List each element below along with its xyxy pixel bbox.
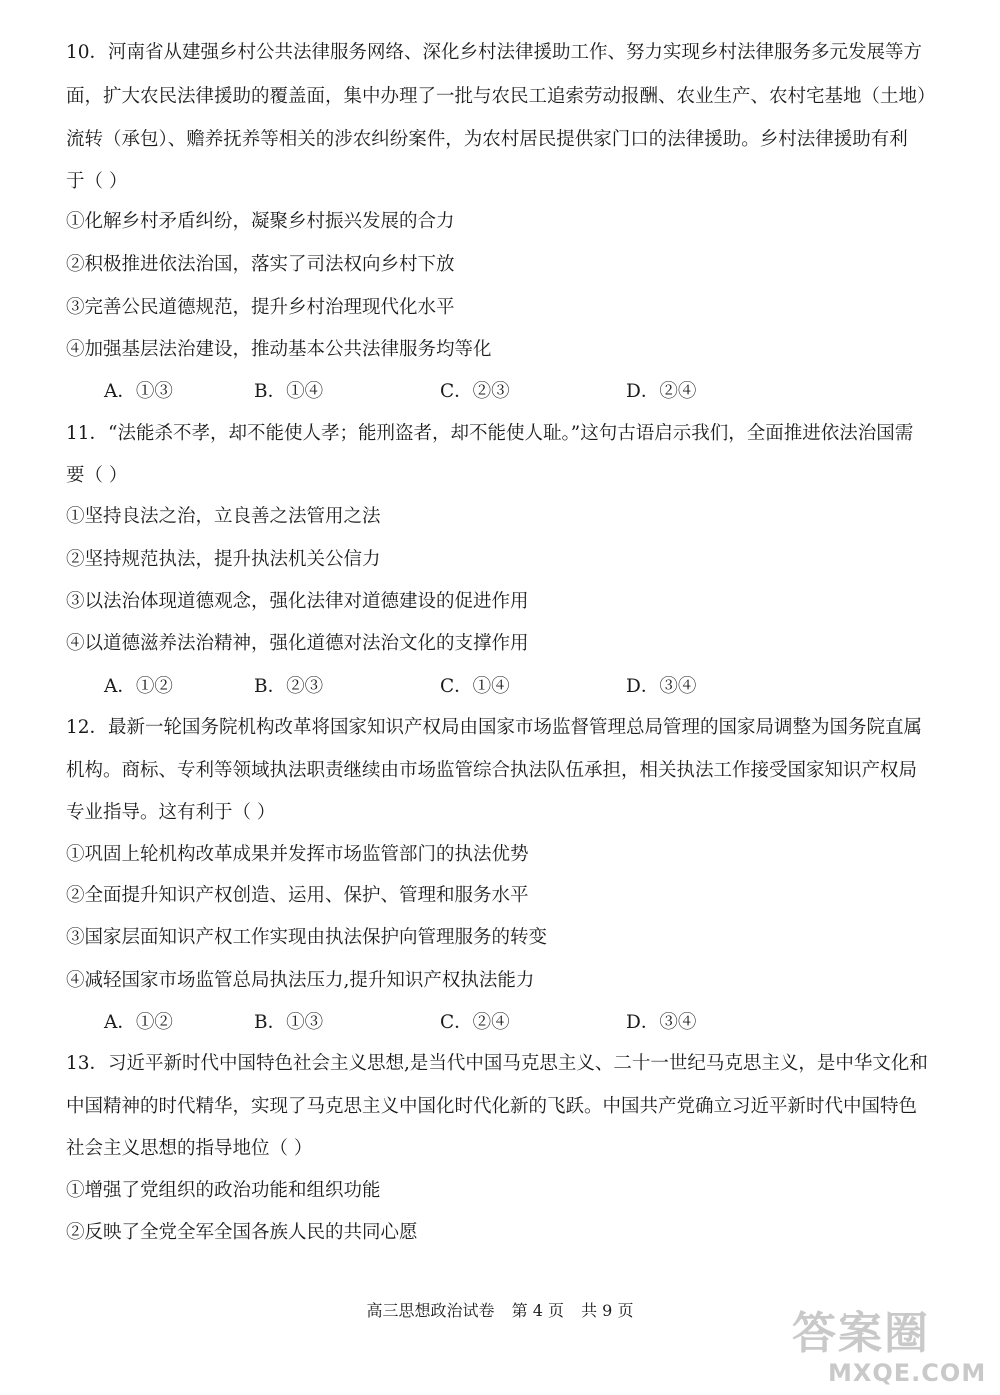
q10-item-2: ②积极推进依法治国，落实了司法权向乡村下放 bbox=[66, 254, 455, 275]
q13-item-2: ②反映了全党全军全国各族人民的共同心愿 bbox=[66, 1222, 418, 1243]
watermark-text: 答案圈 bbox=[792, 1308, 930, 1359]
q10-stem-line-4: 于（ ） bbox=[66, 171, 128, 192]
q10-stem-line-1: 10．河南省从建强乡村公共法律服务网络、深化乡村法律援助工作、努力实现乡村法律服务多元发展等方 bbox=[66, 42, 923, 63]
watermark-url: MXQE.COM bbox=[828, 1359, 987, 1387]
q10-item-3: ③完善公民道德规范，提升乡村治理现代化水平 bbox=[66, 297, 455, 318]
q12-item-1: ①巩固上轮机构改革成果并发挥市场监管部门的执法优势 bbox=[66, 844, 529, 865]
q10-stem-line-2: 面，扩大农民法律援助的覆盖面，集中办理了一批与农民工追索劳动报酬、农业生产、农村宅基地（土地） bbox=[66, 86, 936, 107]
q10-item-1: ①化解乡村矛盾纠纷，凝聚乡村振兴发展的合力 bbox=[66, 211, 455, 232]
q10-option-a[interactable]: A．①③ bbox=[104, 381, 173, 402]
q12-item-4: ④减轻国家市场监管总局执法压力,提升知识产权执法能力 bbox=[66, 970, 535, 991]
q10-option-c[interactable]: C．②③ bbox=[440, 381, 510, 402]
q12-options bbox=[104, 1011, 924, 1035]
q13-stem-line-1: 13．习近平新时代中国特色社会主义思想,是当代中国马克思主义、二十一世纪马克思主义，是中华文化和 bbox=[66, 1053, 928, 1074]
q12-option-c[interactable]: C．②④ bbox=[440, 1012, 510, 1033]
q12-option-b[interactable]: B．①③ bbox=[254, 1012, 324, 1033]
q12-item-2: ②全面提升知识产权创造、运用、保护、管理和服务水平 bbox=[66, 885, 529, 906]
q12-stem-line-3: 专业指导。这有利于（ ） bbox=[66, 802, 276, 823]
q11-item-4: ④以道德滋养法治精神，强化道德对法治文化的支撑作用 bbox=[66, 633, 529, 654]
q12-option-d[interactable]: D．③④ bbox=[626, 1012, 697, 1033]
q11-option-d[interactable]: D．③④ bbox=[626, 676, 697, 697]
q12-stem-line-1: 12．最新一轮国务院机构改革将国家知识产权局由国家市场监督管理总局管理的国家局调整为国务院直属 bbox=[66, 717, 923, 738]
footer-page-number: 第 4 页 bbox=[511, 1301, 564, 1320]
q11-stem-line-1: 11．“法能杀不孝，却不能使人孝；能刑盗者，却不能使人耻。”这句古语启示我们，全面推进依法治国需 bbox=[66, 423, 914, 444]
watermark-logo bbox=[792, 1308, 987, 1390]
q11-option-c[interactable]: C．①④ bbox=[440, 676, 510, 697]
q13-stem-line-2: 中国精神的时代精华，实现了马克思主义中国化时代化新的飞跃。中国共产党确立习近平新时代中国特色 bbox=[66, 1096, 918, 1117]
q13-item-1: ①增强了党组织的政治功能和组织功能 bbox=[66, 1180, 381, 1201]
q11-stem-line-2: 要（ ） bbox=[66, 465, 128, 486]
q12-item-3: ③国家层面知识产权工作实现由执法保护向管理服务的转变 bbox=[66, 927, 548, 948]
q11-options bbox=[104, 675, 924, 699]
q10-item-4: ④加强基层法治建设，推动基本公共法律服务均等化 bbox=[66, 339, 492, 360]
footer-total-pages: 共 9 页 bbox=[581, 1301, 634, 1320]
q12-option-a[interactable]: A．①② bbox=[104, 1012, 173, 1033]
q11-item-1: ①坚持良法之治，立良善之法管用之法 bbox=[66, 506, 381, 527]
q10-stem-line-3: 流转（承包）、赡养抚养等相关的涉农纠纷案件，为农村居民提供家门口的法律援助。乡村法律援助有利 bbox=[66, 129, 908, 150]
q12-stem-line-2: 机构。商标、专利等领域执法职责继续由市场监管综合执法队伍承担，相关执法工作接受国家知识产权局 bbox=[66, 760, 918, 781]
q11-item-3: ③以法治体现道德观念，强化法律对道德建设的促进作用 bbox=[66, 591, 529, 612]
footer-title: 高三思想政治试卷 bbox=[366, 1301, 495, 1320]
q11-option-a[interactable]: A．①② bbox=[104, 676, 173, 697]
q11-item-2: ②坚持规范执法，提升执法机关公信力 bbox=[66, 549, 381, 570]
q10-options bbox=[104, 380, 924, 404]
q13-stem-line-3: 社会主义思想的指导地位（ ） bbox=[66, 1138, 313, 1159]
q10-option-d[interactable]: D．②④ bbox=[626, 381, 697, 402]
q11-option-b[interactable]: B．②③ bbox=[254, 676, 324, 697]
q10-option-b[interactable]: B．①④ bbox=[254, 381, 324, 402]
